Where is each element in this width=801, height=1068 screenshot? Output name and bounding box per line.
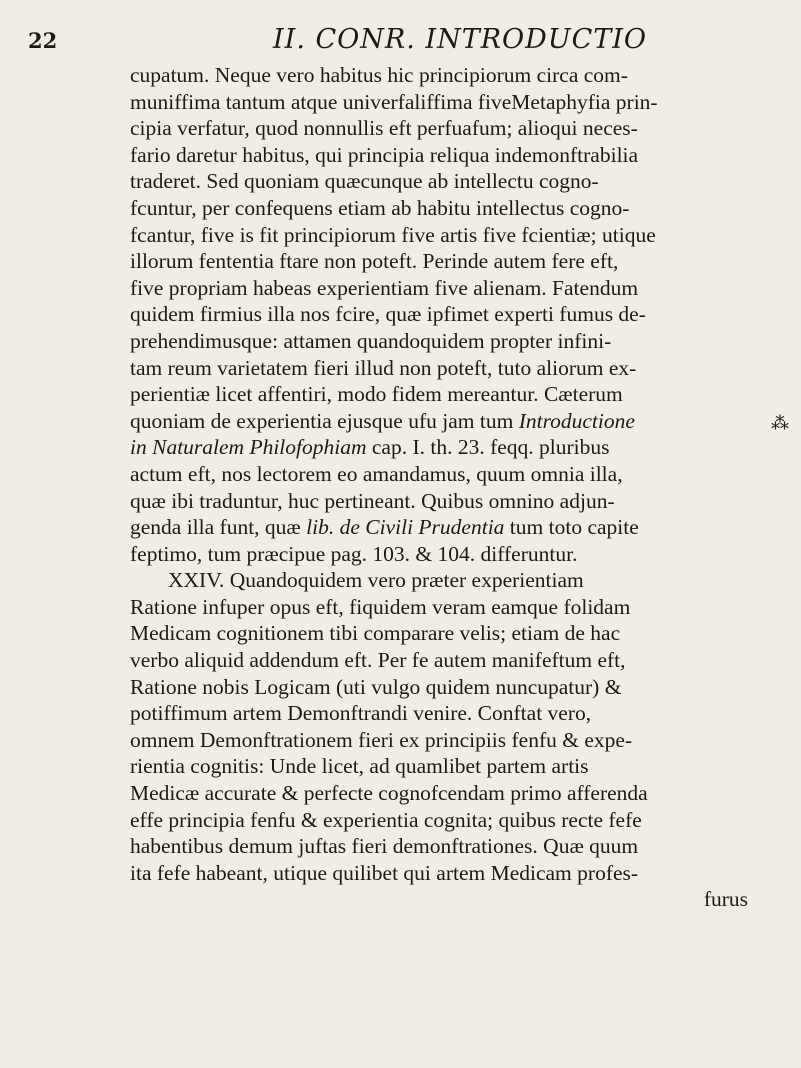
text-line: quoniam de experientia ejusque ufu jam tum Introductione [130,408,635,433]
text-line: feptimo, tum præcipue pag. 103. & 104. differuntur. [130,541,578,566]
text-line: traderet. Sed quoniam quæcunque ab intellectu cogno- [130,169,599,194]
text-line: fcuntur, per confequens etiam ab habitu intellectus cogno- [130,195,630,220]
text-line: verbo aliquid addendum eft. Per fe autem manifeftum eft, [130,648,626,673]
page-header [28,20,773,60]
text-line: fcantur, five is fit principiorum five artis five fcientiæ; utique [130,222,656,247]
running-head: II. CONR. INTRODUCTIO [273,24,648,55]
text-line: cupatum. Neque vero habitus hic principiorum circa com- [130,63,628,87]
text-line: cipia verfatur, quod nonnullis eft perfuafum; alioqui neces- [130,116,638,141]
text-line: perientiæ licet affentiri, modo fidem mereantur. Cæterum [130,382,623,407]
text-line: Ratione infuper opus eft, fiquidem veram eamque folidam [130,594,631,619]
text-line: habentibus demum juftas fieri demonftrationes. Quæ quum [130,834,639,859]
catchword: furus [703,887,748,912]
text-line: muniffima tantum atque univerfaliffima fiveMetaphyfia prin- [130,89,658,114]
text-line: ita fefe habeant, utique quilibet qui artem Medicam profes- [130,860,639,885]
text-line: quidem firmius illa nos fcire, quæ ipfimet experti fumus de- [130,302,646,327]
text-line: Medicam cognitionem tibi comparare velis; etiam de hac [130,621,621,646]
text-line: in Naturalem Philofophiam cap. I. th. 23. feqq. pluribus [130,435,610,460]
body-text [130,62,778,913]
text-line: tam reum varietatem fieri illud non poteft, tuto aliorum ex- [130,355,637,380]
text-line: quæ ibi traduntur, huc pertineant. Quibus omnino adjun- [130,488,615,513]
text-line: Ratione nobis Logicam (uti vulgo quidem nuncupatur) & [130,674,622,699]
page-number: 22 [28,28,58,53]
text-line: effe principia fenfu & experientia cognita; quibus recte fefe [130,807,642,832]
text-line: Medicæ accurate & perfecte cognofcendam primo afferenda [130,781,648,806]
text-line: genda illa funt, quæ lib. de Civili Prudentia tum toto capite [130,515,639,540]
text-line: actum eft, nos lectorem eo amandamus, quum omnia illa, [130,461,623,486]
text-line: fario daretur habitus, qui principia reliqua indemonftrabilia [130,142,639,167]
section-heading-line: XXIV. Quandoquidem vero præter experientiam [168,568,584,593]
text-line: potiffimum artem Demonftrandi venire. Conftat vero, [130,701,592,726]
text-line: five propriam habeas experientiam five alienam. Fatendum [130,275,639,300]
text-line: omnem Demonftrationem fieri ex principiis fenfu & expe- [130,727,633,752]
text-line: prehendimusque: attamen quandoquidem propter infini- [130,328,612,353]
margin-asterism-mark: ⁂ [771,413,787,434]
text-line: rientia cognitis: Unde licet, ad quamlibet partem artis [130,754,589,779]
text-line: illorum fententia ftare non poteft. Perinde autem fere eft, [130,249,619,274]
